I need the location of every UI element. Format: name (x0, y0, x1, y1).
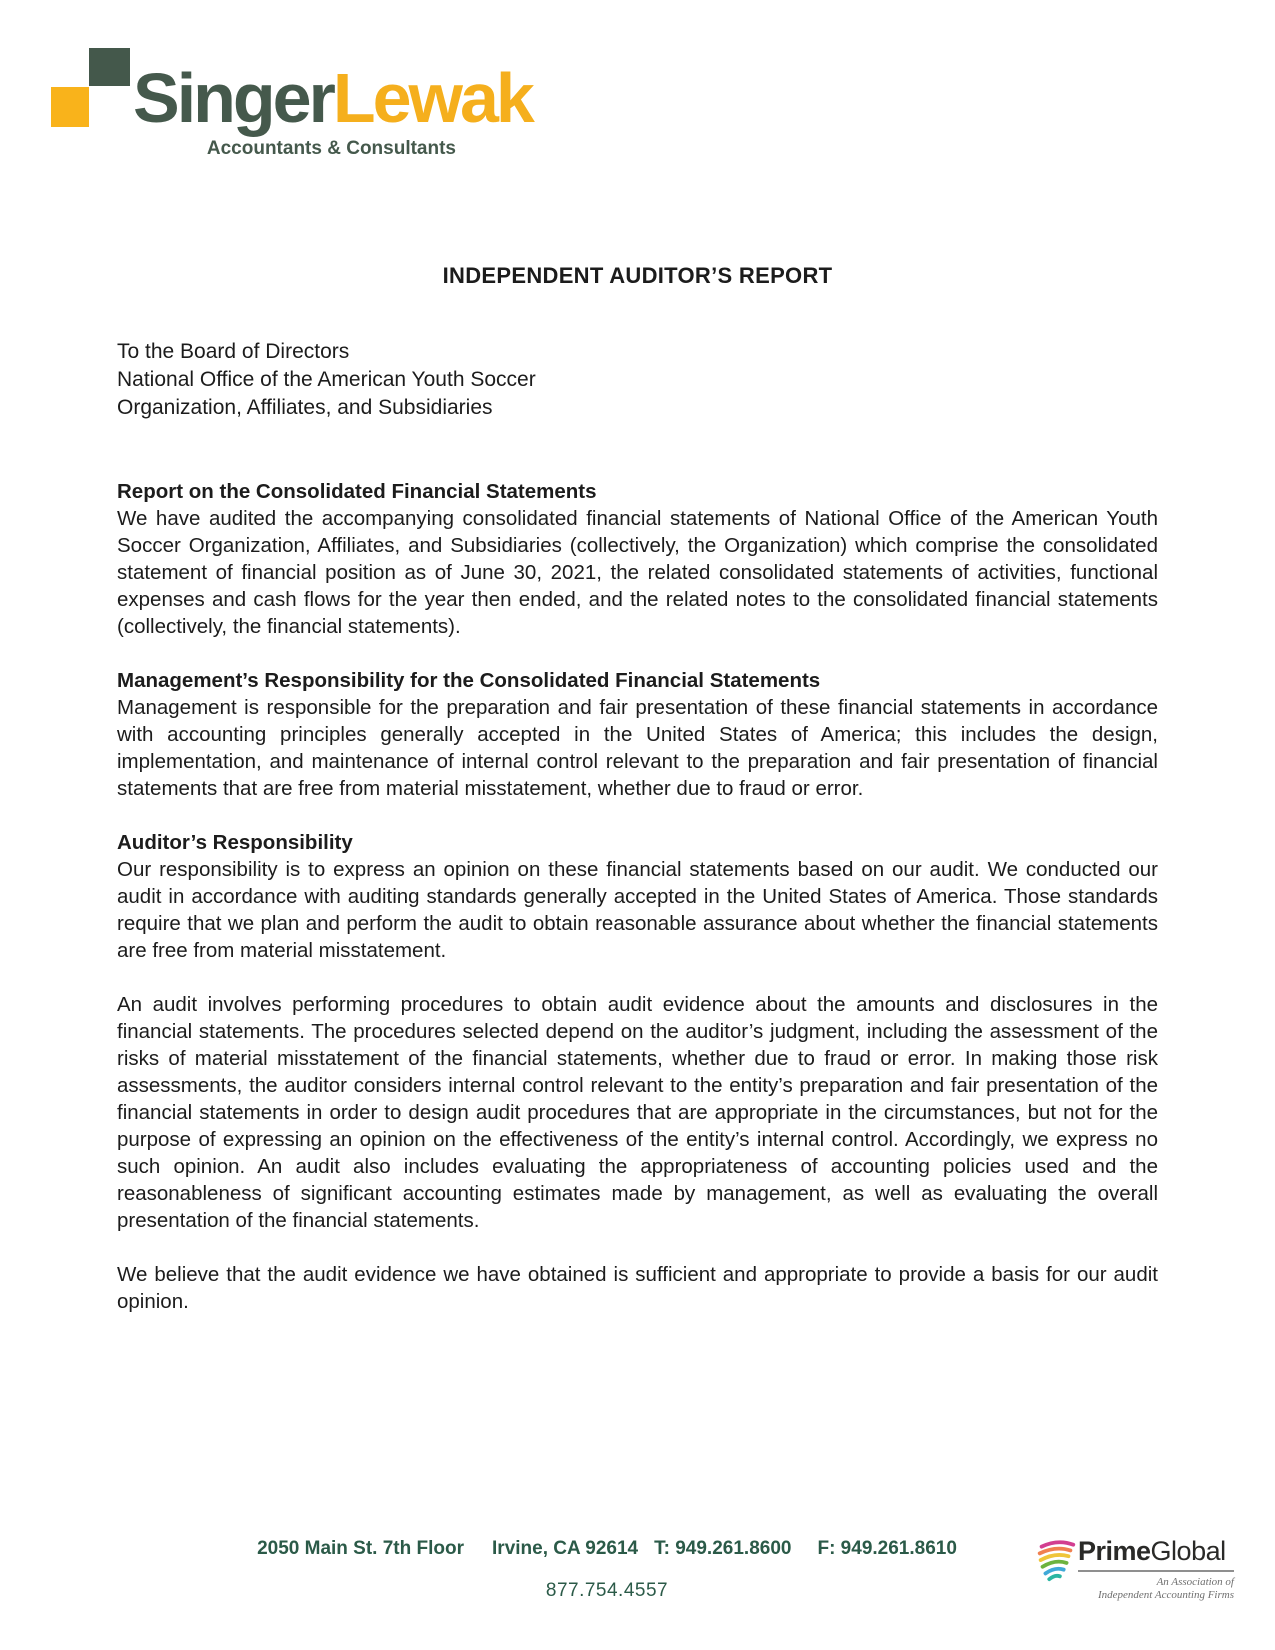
primeglobal-association-text: An Association of Independent Accounting Firms (1097, 1576, 1234, 1601)
addressee-line: National Office of the American Youth Soccer (117, 368, 536, 391)
footer-telephone: T: 949.261.8600 (654, 1538, 792, 1559)
section-paragraph: Our responsibility is to express an opinion on these financial statements based on our audit. We conducted our audit in accordance with auditing standards generally accepted in the United States of America. Those standards require that we plan and perform the audit to obtain reasonable assurance about whether the financial statements are free from material misstatement. (117, 858, 1158, 962)
primeglobal-wordmark-global: Global (1150, 1536, 1226, 1566)
footer-street-address: 2050 Main St. 7th Floor (257, 1538, 465, 1559)
primeglobal-logo (1034, 1536, 1234, 1602)
section-heading: Report on the Consolidated Financial Statements (117, 480, 597, 503)
section-paragraph: Management is responsible for the preparation and fair presentation of these financial statements in accordance with accounting principles generally accepted in the United States of America; this includes the design, implementation, and maintenance of internal control relevant to the preparation and fair presentation of financial statements that are free from material misstatement, whether due to fraud or error. (117, 696, 1158, 800)
section-report-on-statements (117, 478, 1158, 640)
logo-wordmark-lewak: Lewak (332, 59, 532, 137)
primeglobal-wordmark-prime: Prime (1078, 1536, 1151, 1566)
footer-tollfree-phone: 877.754.4557 (545, 1580, 669, 1601)
logo-green-square-icon (89, 48, 130, 86)
primeglobal-globe-icon (1034, 1538, 1078, 1584)
section-management-responsibility (117, 667, 1158, 802)
document-title: INDEPENDENT AUDITOR’S REPORT (442, 262, 833, 288)
logo-wordmark-singer: Singer (133, 59, 333, 137)
primeglobal-wordmark (1078, 1536, 1234, 1572)
section-paragraph: We believe that the audit evidence we have obtained is sufficient and appropriate to provide a basis for our audit opinion. (117, 1263, 1158, 1313)
logo-wordmark (133, 59, 532, 137)
letter-body (117, 478, 1158, 1342)
logo-tagline: Accountants & Consultants (206, 138, 456, 159)
addressee-line: To the Board of Directors (117, 340, 350, 363)
addressee-block (117, 338, 536, 422)
addressee-line: Organization, Affiliates, and Subsidiaries (117, 396, 493, 419)
footer-contact-line (0, 1538, 1214, 1560)
section-paragraph: We have audited the accompanying consolidated financial statements of National Office of the American Youth Soccer Organization, Affiliates, and Subsidiaries (collectively, the Organization) which comprise the consolidated statement of financial position as of June 30, 2021, the related consolidated statements of activities, functional expenses and cash flows for the year then ended, and the related notes to the consolidated financial statements (collectively, the financial statements). (117, 507, 1158, 638)
section-auditor-responsibility (117, 829, 1158, 1315)
logo-yellow-square-icon (51, 87, 89, 127)
footer-fax: F: 949.261.8610 (817, 1538, 957, 1559)
section-heading: Auditor’s Responsibility (117, 831, 353, 854)
singerlewak-logo (51, 45, 532, 165)
section-heading: Management’s Responsibility for the Consolidated Financial Statements (117, 669, 821, 692)
section-paragraph: An audit involves performing procedures to obtain audit evidence about the amounts and disclosures in the financial statements. The procedures selected depend on the auditor’s judgment, including the assessment of the risks of material misstatement of the financial statements, whether due to fraud or error. In making those risk assessments, the auditor considers internal control relevant to the entity’s preparation and fair presentation of the financial statements in order to design audit procedures that are appropriate in the circumstances, but not for the purpose of expressing an opinion on the effectiveness of the entity’s internal control. Accordingly, we express no such opinion. An audit also includes evaluating the appropriateness of accounting policies used and the reasonableness of significant accounting estimates made by management, as well as evaluating the overall presentation of the financial statements. (117, 993, 1158, 1232)
footer-city: Irvine, CA 92614 (492, 1538, 639, 1559)
